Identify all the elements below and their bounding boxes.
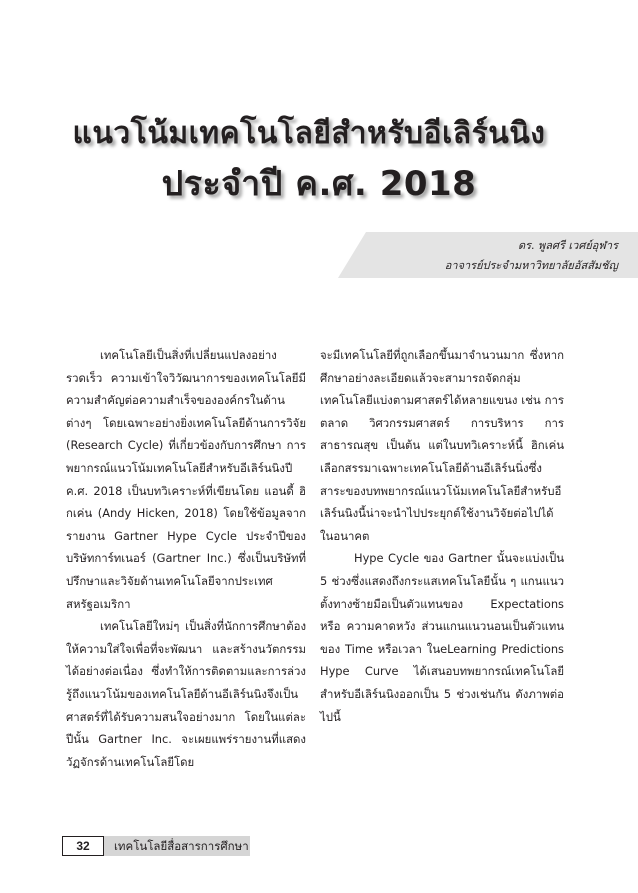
paragraph: Hype Cycle ของ Gartner นั้นจะแบ่งเป็น 5 ช่วงซึ่งแสดงถึงกระแสเทคโนโลยีนั้น ๆ แกนแนวตั้งทางซ้ายมือเป็นตัวแทนของ Expectations หรือ ความคาดหวัง ส่วนแกนแนวนอนเป็นตัวแทนของ Time หรือเวลา ในeLearning Predictions Hype Curve ได้เสนอบทพยากรณ์เทคโนโลยีสำหรับอีเลิร์นนิงออกเป็น 5 ช่วงเช่นกัน ดังภาพต่อไปนี้ xyxy=(320,551,564,724)
body-column-right xyxy=(320,344,564,728)
author-name: ดร. พูลศรี เวศย์อุฬาร xyxy=(518,239,618,252)
page-number: 32 xyxy=(62,836,104,856)
journal-name: เทคโนโลยีสื่อสารการศึกษา xyxy=(114,839,249,853)
article-title-line-1: แนวโน้มเทคโนโลยีสำหรับอีเลิร์นนิง xyxy=(72,116,546,151)
article-title-line-2: ประจำปี ค.ศ. 2018 xyxy=(161,164,477,204)
body-column-left xyxy=(66,344,306,773)
paragraph: จะมีเทคโนโลยีที่ถูกเลือกขึ้นมาจำนวนมาก ซึ่งหากศึกษาอย่างละเอียดแล้วจะสามารถจัดกลุ่มเทคโนโลยีแบ่งตามศาสตร์ได้หลายแขนง เช่น การตลาด วิศวกรรมศาสตร์ การบริหาร การสาธารณสุข เป็นต้น แต่ในบทวิเคราะห์นี้ ฮิกเค่นเลือกสรรมาเฉพาะเทคโนโลยีด้านอีเลิร์นนิ่งซึ่งสาระของบทพยากรณ์แนวโน้มเทคโนโลยีสำหรับอีเลิร์นนิงนี้น่าจะนำไปประยุกต์ใช้งานวิจัยต่อไปได้ในอนาคต xyxy=(320,348,564,543)
paragraph: เทคโนโลยีเป็นสิ่งที่เปลี่ยนแปลงอย่างรวดเร็ว ความเข้าใจวิวัฒนาการของเทคโนโลยีมีความสำคัญต่อความสำเร็จขององค์กรในด้านต่างๆ โดยเฉพาะอย่างยิ่งเทคโนโลยีด้านการวิจัย (Research Cycle) ที่เกี่ยวข้องกับการศึกษา การพยากรณ์แนวโน้มเทคโนโลยีสำหรับอีเลิร์นนิงปี ค.ศ. 2018 เป็นบทวิเคราะห์ที่เขียนโดย แอนดี้ ฮิกเค่น (Andy Hicken, 2018) โดยใช้ข้อมูลจากรายงาน Gartner Hype Cycle ประจำปีของบริษัทการ์ทเนอร์ (Gartner Inc.) ซึ่งเป็นบริษัทที่ปรึกษาและวิจัยด้านเทคโนโลยีจากประเทศสหรัฐอเมริกา xyxy=(66,348,306,611)
paragraph: เทคโนโลยีใหม่ๆ เป็นสิ่งที่นักการศึกษาต้องให้ความใส่ใจเพื่อที่จะพัฒนา และสร้างนวัตกรรมได้อย่างต่อเนื่อง ซึ่งทำให้การติดตามและการล่วงรู้ถึงแนวโน้มของเทคโนโลยีด้านอีเลิร์นนิงจึงเป็นศาสตร์ที่ได้รับความสนใจอย่างมาก โดยในแต่ละปีนั้น Gartner Inc. จะเผยแพร่รายงานที่แสดงวัฏจักรด้านเทคโนโลยีโดย xyxy=(66,619,306,769)
author-affiliation: อาจารย์ประจำมหาวิทยาลัยอัสสัมชัญ xyxy=(444,259,618,272)
